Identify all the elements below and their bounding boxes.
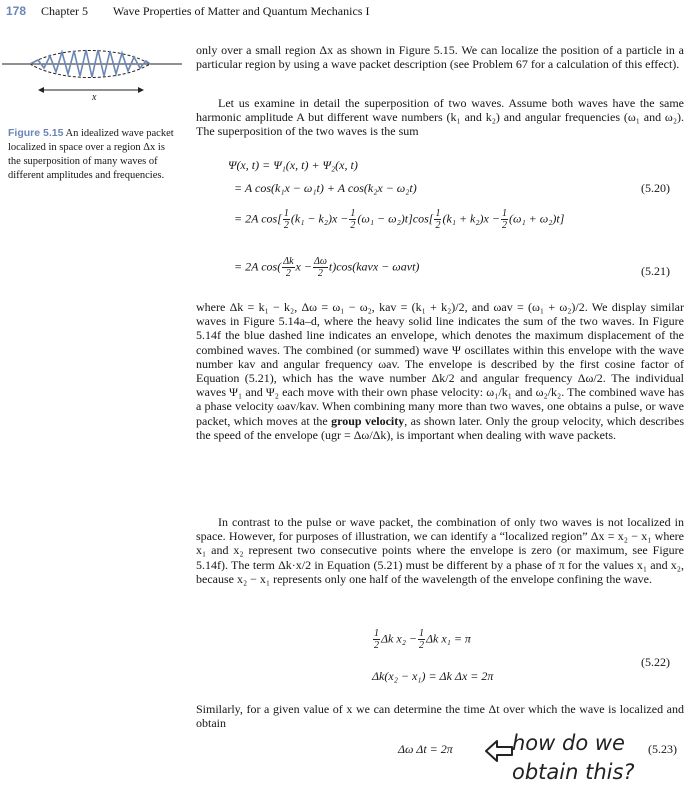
figure-label: Figure 5.15: [8, 127, 64, 139]
fraction-denominator: 2: [317, 268, 323, 279]
equation-psi-sum: Ψ(x, t) = Ψ₁(x, t) + Ψ₂(x, t): [228, 158, 358, 172]
fraction-numerator: 1: [418, 628, 424, 639]
group-velocity-term: group velocity: [331, 413, 405, 428]
eq3-part-d: (k₁ + k₂)x −: [442, 211, 500, 226]
arrow-left-icon: [484, 738, 514, 764]
fraction-dw-2: [313, 256, 328, 279]
paragraph-1-text: only over a small region Δx as shown in Figure 5.15. We can localize the position of a particle in a particular region by using a wave packet description (see Problem 67 for a calculation of this effect).: [196, 43, 684, 72]
fraction-numerator: 1: [501, 208, 507, 219]
chapter-title: Wave Properties of Matter and Quantum Mechanics I: [112, 4, 370, 18]
chapter-label: Chapter 5: [41, 4, 89, 18]
paragraph-3-post: , as shown later. Only the group velocity, which describes the speed of the envelope (ugr = Δω/Δk), is important when dealing with wave packets.: [196, 413, 685, 442]
equation-number-5-23: (5.23): [648, 742, 677, 756]
fraction-denominator: 2: [283, 220, 289, 231]
fraction-numerator: 1: [435, 208, 441, 219]
paragraph-3-text: [196, 300, 684, 442]
paragraph-3: [196, 300, 684, 442]
equation-number-5-20: (5.20): [641, 181, 670, 195]
eq5-part-b: Δk x₁ = π: [425, 631, 471, 646]
equation-5-20: = A cos(k₁x − ω₁t) + A cos(k₂x − ω₂t): [234, 181, 417, 195]
paragraph-5: [196, 702, 684, 730]
eq5-part-a: Δk x₂ −: [381, 631, 417, 646]
eq4-part-c: t)cos(kavx − ωavt): [328, 259, 420, 274]
eq3-part-e: (ω₁ + ω₂)t]: [508, 211, 565, 226]
eq3-part-b: (k₁ − k₂)x −: [290, 211, 349, 226]
fraction-numerator: 1: [374, 628, 379, 639]
fraction-denominator: 2: [285, 268, 291, 279]
equation-expanded: [234, 208, 564, 231]
eq4-part-b: x −: [295, 259, 312, 274]
page-header: [6, 4, 686, 20]
paragraph-3-pre: where Δk = k₁ − k₂, Δω = ω₁ − ω₂, kav = (k₁ + k₂)/2, and ωav = (ω₁ + ω₂)/2. We display similar waves in Figure 5.14a–d, where the heavy solid line indicates the sum of the two waves. In Figure 5.14f the blue dashed line indicates an envelope, which denotes the maximum displacement of the combined waves. The combined (or summed) wave Ψ oscillates within this envelope with the wave number kav and angular frequency ωav. The envelope is described by the first cosine factor of Equation (5.21), which has the wave number Δk/2 and angular frequency Δω/2. The individual waves Ψ₁ and Ψ₂ each move with their own phase velocity: ω₁/k₁ and ω₂/k₂. The combined wave has a phase velocity ωav/kav. When combining many more than two waves, one obtains a pulse, or wave packet, which moves at the: [196, 300, 684, 428]
fraction-half: [501, 208, 508, 231]
fraction-numerator: 1: [283, 208, 289, 219]
paragraph-1: [196, 43, 684, 71]
fraction-denominator: 2: [418, 640, 424, 651]
equation-5-22a: [372, 628, 471, 651]
figure-caption-text: An idealized wave packet localized in space over a region Δx is the superposition of many waves of different amplitudes and frequencies.: [8, 128, 174, 181]
fraction-numerator: Δω: [313, 256, 327, 267]
fraction-numerator: 1: [350, 208, 356, 219]
fraction-dk-2: [282, 256, 294, 279]
equation-number-5-21: (5.21): [641, 264, 670, 278]
fraction-half: [434, 208, 441, 231]
paragraph-2: [196, 96, 684, 139]
fraction-denominator: 2: [501, 220, 507, 231]
fraction-half: [349, 208, 356, 231]
note-line-2: obtain this?: [512, 760, 635, 784]
fraction-denominator: 2: [374, 640, 379, 651]
note-line-1: how do we: [512, 731, 625, 755]
equation-5-23: Δω Δt = 2π: [398, 742, 453, 756]
fraction-denominator: 2: [435, 220, 441, 231]
arrow-left: [38, 87, 44, 93]
fraction-denominator: 2: [350, 220, 356, 231]
paragraph-4-text: In contrast to the pulse or wave packet, the combination of only two waves is not localized in space. However, for purposes of illustration, we can identify a “localized region” Δx = x₂ − x₁ where x₁ and x₂ represent two consecutive points where the envelope is zero (or maximum, see Figure 5.14f). The term Δk·x/2 in Equation (5.21) must be different by a phase of π for the values x₁ and x₂, because x₂ − x₁ represents only one half of the wavelength of the envelope confining the wave.: [196, 515, 684, 586]
wave-packet-figure: [0, 36, 190, 104]
figure-caption: [8, 126, 180, 183]
paragraph-4: [196, 515, 684, 586]
fraction-half: [418, 628, 425, 651]
eq3-part-a: = 2A cos[: [234, 211, 282, 226]
equation-5-22b: Δk(x₂ − x₁) = Δk Δx = 2π: [372, 669, 494, 683]
fraction-numerator: Δk: [283, 256, 294, 267]
equation-number-5-22: (5.22): [641, 655, 670, 669]
paragraph-5-text: Similarly, for a given value of x we can determine the time Δt over which the wave is localized and obtain: [196, 702, 684, 731]
equation-5-21: [234, 256, 419, 279]
fraction-half: [373, 628, 380, 651]
axis-label-x: x: [92, 92, 97, 103]
arrow-right: [138, 87, 144, 93]
fraction-half: [283, 208, 290, 231]
eq4-part-a: = 2A cos(: [234, 259, 282, 274]
paragraph-2-text: Let us examine in detail the superposition of two waves. Assume both waves have the same harmonic amplitude A but different wave numbers (k₁ and k₂) and angular frequencies (ω₁ and ω₂). The superposition of the two waves is the sum: [196, 96, 684, 139]
handwritten-note: [512, 729, 692, 787]
eq3-part-c: (ω₁ − ω₂)t]cos[: [357, 211, 434, 226]
page-number: 178: [6, 4, 27, 18]
